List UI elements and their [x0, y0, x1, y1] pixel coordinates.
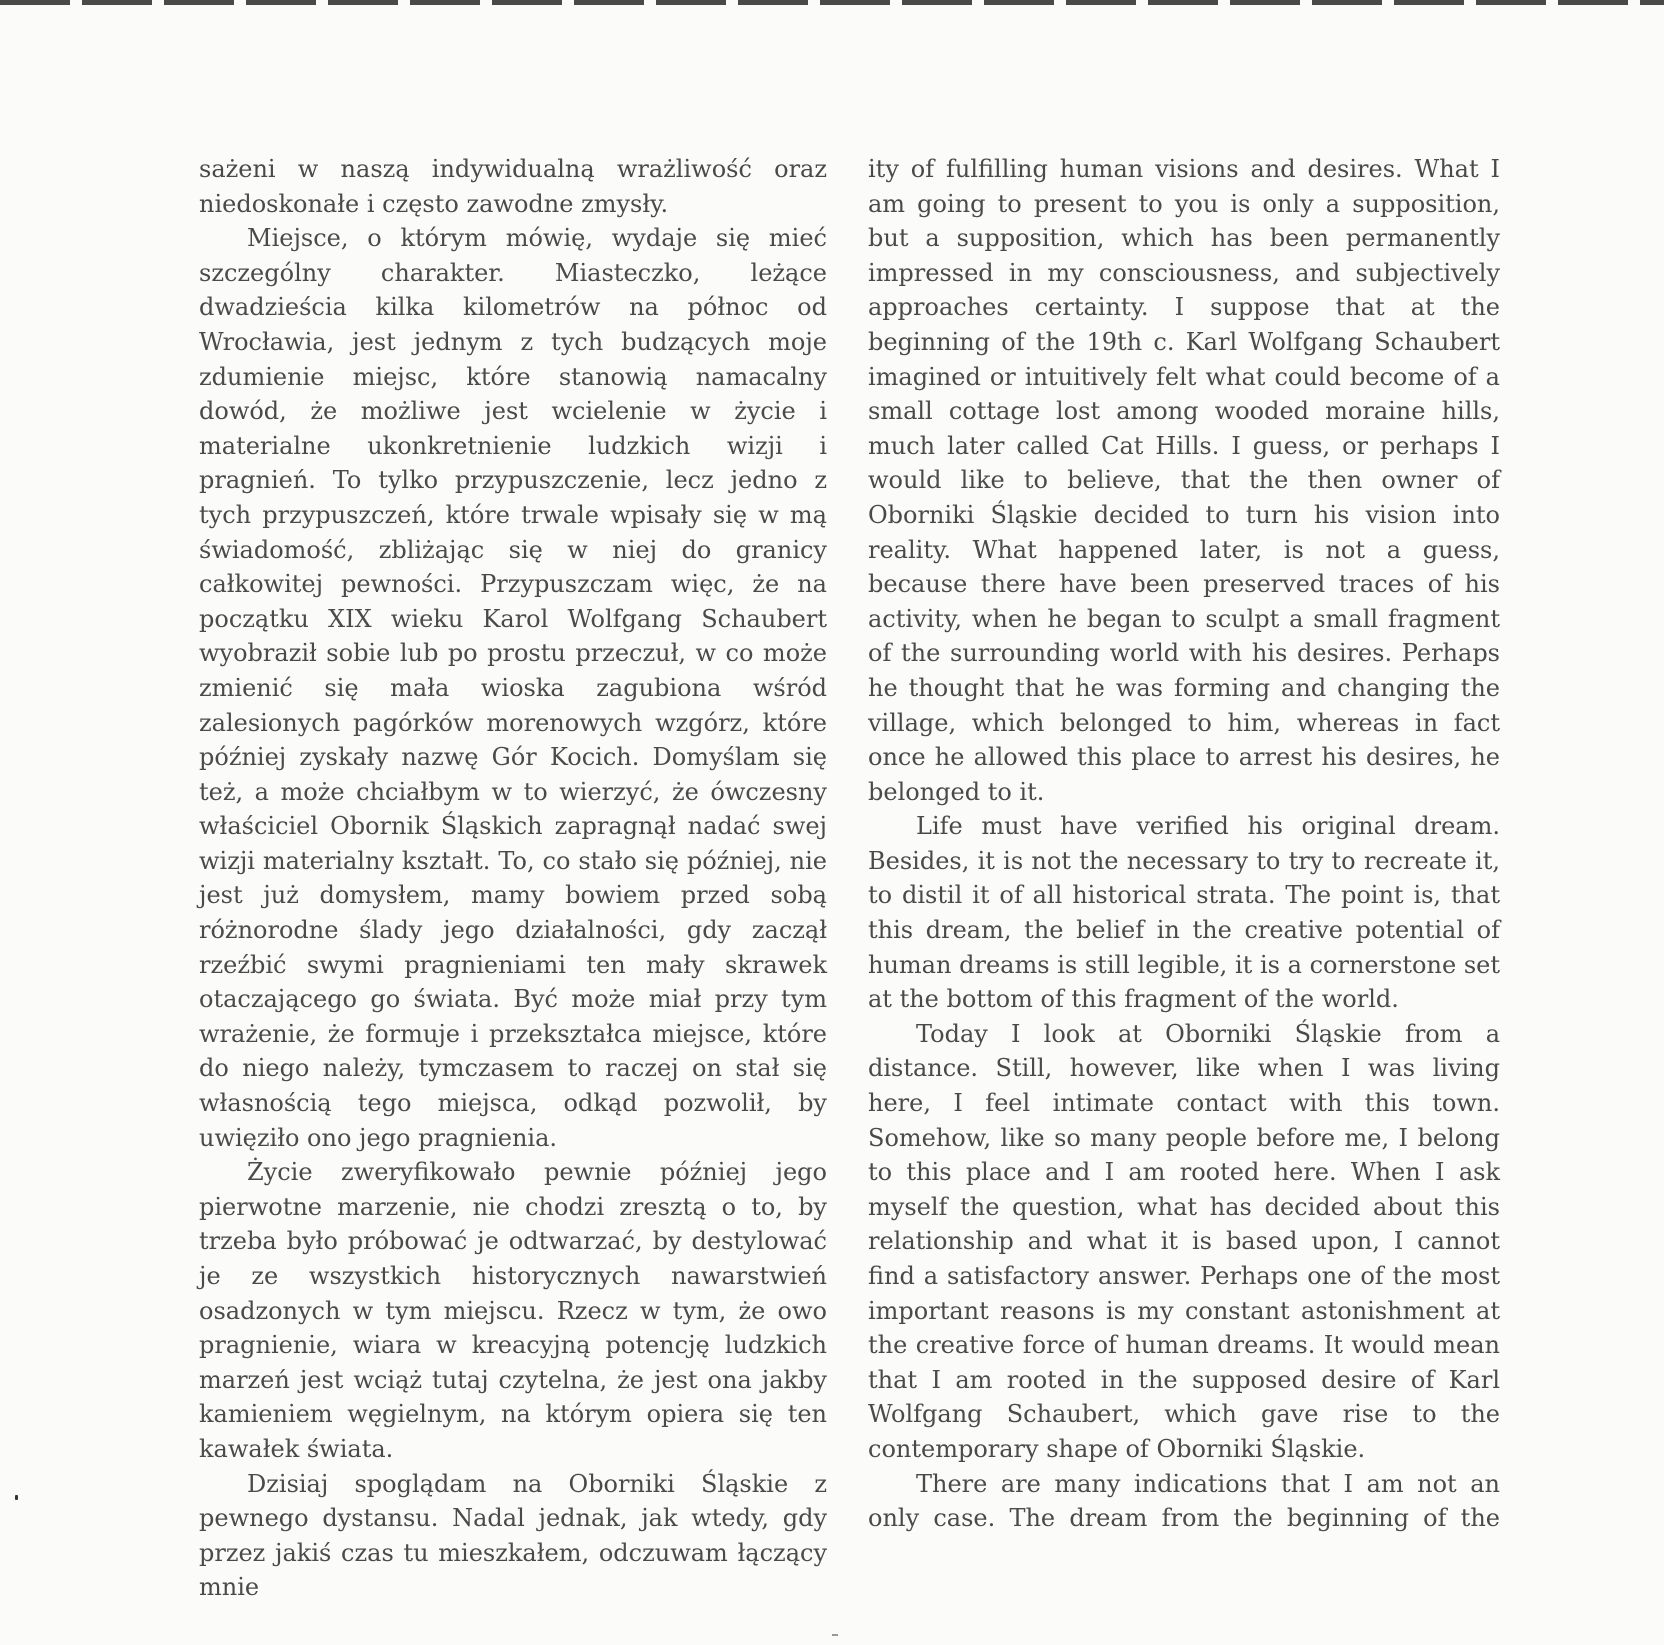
paragraph: Life must have verified his original dream. Besides, it is not the necessary to try to recreate it, to distil it of all historical strata. The point is, that this dream, the belief in the creative potential of human dreams is still legible, it is a cornerstone set at the bottom of this fragment of the world. — [868, 812, 1500, 1014]
right-text-column — [868, 152, 1500, 1536]
paragraph: Today I look at Oborniki Śląskie from a distance. Still, however, like when I was living here, I feel intimate contact with this town. Somehow, like so many people before me, I belong to this place and I am rooted here. When I ask myself the question, what has decided about this relationship and what it is based upon, I cannot find a satisfactory answer. Perhaps one of the most important reasons is my constant astonishment at the creative force of human dreams. It would mean that I am rooted in the supposed desire of Karl Wolfgang Schaubert, which gave rise to the contemporary shape of Oborniki Śląskie. — [868, 1019, 1500, 1463]
scan-speck — [15, 1495, 18, 1500]
paragraph: ity of fulfilling human visions and desires. What I am going to present to you is only a supposition, but a supposition, which has been permanently impressed in my consciousness, and subjectively approaches certainty. I suppose that at the beginning of the 19th c. Karl Wolfgang Schaubert imagined or intuitively felt what could become of a small cottage lost among wooded moraine hills, much later called Cat Hills. I guess, or perhaps I would like to believe, that the then owner of Oborniki Śląskie decided to turn his vision into reality. What happened later, is not a guess, because there have been preserved traces of his activity, when he began to sculpt a small fragment of the surrounding world with his desires. Perhaps he thought that he was forming and changing the village, which belonged to him, whereas in fact once he allowed this place to arrest his desires, he belonged to it. — [868, 155, 1500, 806]
paragraph: There are many indications that I am not an only case. The dream from the beginning of the — [868, 1469, 1500, 1533]
bottom-center-mark — [832, 1634, 838, 1636]
paragraph: Życie zweryfikowało pewnie później jego pierwotne marzenie, nie chodzi zresztą o to, by trzeba było próbować je odtwarzać, by destylować je ze wszystkich historycznych nawarstwień osadzonych w tym miejscu. Rzecz w tym, że owo pragnienie, wiara w kreacyjną potencję ludzkich marzeń jest wciąż tutaj czytelna, że jest ona jakby kamieniem węgielnym, na którym opiera się ten kawałek świata. — [199, 1158, 827, 1463]
paragraph: Miejsce, o którym mówię, wydaje się mieć szczególny charakter. Miasteczko, leżące dwadzieścia kilka kilometrów na północ od Wrocławia, jest jednym z tych budzących moje zdumienie miejsc, które stanowią namacalny dowód, że możliwe jest wcielenie w życie i materialne ukonkretnienie ludzkich wizji i pragnień. To tylko przypuszczenie, lecz jedno z tych przypuszczeń, które trwale wpisały się w mą świadomość, zbliżając się w niej do granicy całkowitej pewności. Przypuszczam więc, że na początku XIX wieku Karol Wolfgang Schaubert wyobraził sobie lub po prostu przeczuł, w co może zmienić się mała wioska zagubiona wśród zalesionych pagórków morenowych wzgórz, które później zyskały nazwę Gór Kocich. Domyślam się też, a może chciałbym w to wierzyć, że ówczesny właściciel Obornik Śląskich zapragnął nadać swej wizji materialny kształt. To, co stało się później, nie jest już domysłem, mamy bowiem przed sobą różnorodne ślady jego działalności, gdy zaczął rzeźbić swymi pragnieniami ten mały skrawek otaczającego go świata. Być może miał przy tym wrażenie, że formuje i przekształca miejsce, które do niego należy, tymczasem to raczej on stał się własnością tego miejsca, odkąd pozwolił, by uwięziło ono jego pragnienia. — [199, 224, 827, 1152]
paragraph: sażeni w naszą indywidualną wrażliwość oraz niedoskonałe i często zawodne zmysły. — [199, 155, 827, 218]
paragraph: Dzisiaj spoglądam na Oborniki Śląskie z pewnego dystansu. Nadal jednak, jak wtedy, gdy przez jakiś czas tu mieszkałem, odczuwam łączący mnie — [199, 1469, 827, 1602]
left-text-column — [199, 152, 827, 1605]
top-edge-rule — [0, 0, 1664, 5]
